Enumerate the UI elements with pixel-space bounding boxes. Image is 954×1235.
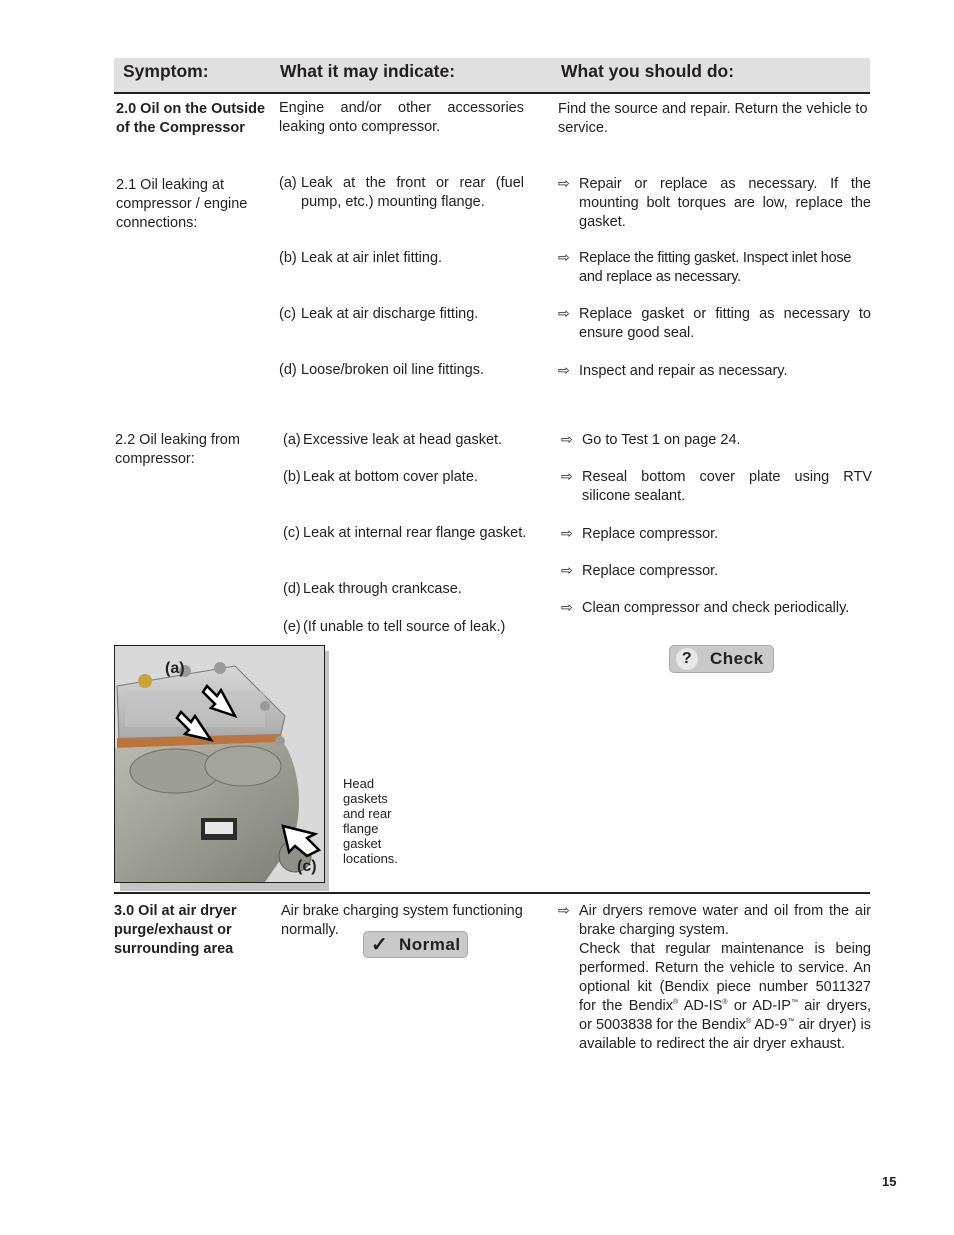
figure-caption: Head gaskets and rear flange gasket locations.: [343, 776, 398, 866]
checkmark-icon: ✓: [371, 934, 389, 956]
hollow-right-arrow-icon: ⇨: [558, 249, 570, 265]
section-2-1-title: 2.1 Oil leaking at compressor / engine connections:: [116, 177, 248, 231]
compressor-photo: [114, 645, 325, 883]
todo-product-adip: or AD-IP: [727, 998, 791, 1014]
registered-mark: ®: [722, 999, 728, 1007]
item-indicate: Leak at air discharge fitting.: [301, 306, 479, 322]
hollow-right-arrow-icon: ⇨: [558, 362, 570, 378]
item-indicate: Excessive leak at head gasket.: [303, 432, 503, 448]
section-2-2-title: 2.2 Oil leaking from compressor:: [115, 432, 240, 467]
normal-badge-label: Normal: [399, 935, 461, 954]
hollow-right-arrow-icon: ⇨: [561, 562, 573, 578]
compressor-illustration: [115, 646, 324, 882]
section-2-0-todo: Find the source and repair. Return the vehicle to service.: [558, 101, 868, 136]
item-label: (c): [279, 306, 296, 322]
hollow-right-arrow-icon: ⇨: [561, 525, 573, 541]
trademark-mark: ™: [790, 999, 798, 1007]
item-indicate: Leak at the front or rear (fuel pump, etc.) mounting flange.: [301, 175, 524, 210]
item-todo: [579, 902, 871, 1054]
item-indicate: (If unable to tell source of leak.): [303, 619, 506, 635]
hollow-right-arrow-icon: ⇨: [561, 468, 573, 484]
section-2-0-title: 2.0 Oil on the Outside of the Compressor: [116, 101, 266, 136]
item-label: (b): [279, 250, 297, 266]
hollow-right-arrow-icon: ⇨: [561, 431, 573, 447]
item-label: (e): [283, 619, 301, 635]
section-3-0-title: 3.0 Oil at air dryer purge/exhaust or surrounding area: [114, 903, 237, 957]
item-todo: Replace the fitting gasket. Inspect inlet hose and replace as necessary.: [579, 250, 852, 285]
check-badge-label: Check: [710, 649, 764, 668]
hollow-right-arrow-icon: ⇨: [561, 599, 573, 615]
item-indicate: Leak through crankcase.: [303, 581, 462, 597]
item-indicate: Leak at internal rear flange gasket.: [303, 525, 527, 541]
trademark-mark: ™: [787, 1018, 795, 1026]
todo-sentence-4: air dryer) is available to redirect the air dryer exhaust.: [579, 1017, 872, 1052]
todo-product-adis: AD-IS: [678, 998, 723, 1014]
item-indicate: Leak at air inlet fitting.: [301, 250, 443, 266]
question-mark-icon: ?: [676, 648, 698, 670]
registered-mark: ®: [745, 1018, 752, 1026]
item-label: (d): [279, 362, 297, 378]
item-todo: Replace compressor.: [582, 563, 719, 579]
section-2-0-indicate: Engine and/or other accessories leaking onto compressor.: [279, 100, 524, 135]
hollow-right-arrow-icon: ⇨: [558, 305, 570, 321]
todo-product-ad9: AD-9: [751, 1017, 788, 1033]
item-label: (a): [283, 432, 301, 448]
item-label: (b): [283, 469, 301, 485]
item-todo: Replace gasket or fitting as necessary to ensure good seal.: [579, 306, 871, 341]
check-badge: [669, 645, 774, 673]
registered-mark: ®: [673, 999, 679, 1007]
item-todo: Reseal bottom cover plate using RTV silicone sealant.: [582, 469, 872, 504]
item-indicate: Loose/broken oil line fittings.: [301, 362, 484, 378]
item-todo: Repair or replace as necessary. If the mounting bolt torques are low, replace the gasket.: [579, 176, 871, 230]
item-todo: Go to Test 1 on page 24.: [582, 432, 741, 448]
header-what-you-should-do: What you should do:: [561, 61, 735, 81]
todo-sentence-1: Air dryers remove water and oil from the air brake charging system.: [579, 903, 871, 938]
hollow-right-arrow-icon: ⇨: [558, 175, 570, 191]
item-todo: Clean compressor and check periodically.: [582, 600, 850, 616]
hollow-right-arrow-icon: ⇨: [558, 902, 570, 918]
item-todo: Replace compressor.: [582, 526, 719, 542]
item-label: (a): [279, 175, 297, 191]
page-number: 15: [882, 1174, 897, 1189]
todo-sentence-3: air dryers, or 5003838 for the Bendix: [579, 998, 871, 1033]
section-3-0-indicate: Air brake charging system functioning normally.: [281, 903, 523, 938]
section-divider: [114, 892, 870, 894]
item-label: (d): [283, 581, 301, 597]
header-what-it-may-indicate: What it may indicate:: [280, 61, 456, 81]
todo-sentence-2: Check that regular maintenance is being performed. Return the vehicle to service. An optional kit (Bendix piece number 5011327 for the Bendix: [579, 941, 871, 1014]
figure-label-a: (a): [165, 660, 185, 677]
header-symptom: Symptom:: [123, 61, 209, 81]
table-header: [114, 58, 870, 94]
item-label: (c): [283, 525, 300, 541]
normal-badge: [363, 931, 468, 958]
item-indicate: Leak at bottom cover plate.: [303, 469, 478, 485]
figure-label-c: (c): [297, 858, 317, 875]
item-todo: Inspect and repair as necessary.: [579, 363, 788, 379]
